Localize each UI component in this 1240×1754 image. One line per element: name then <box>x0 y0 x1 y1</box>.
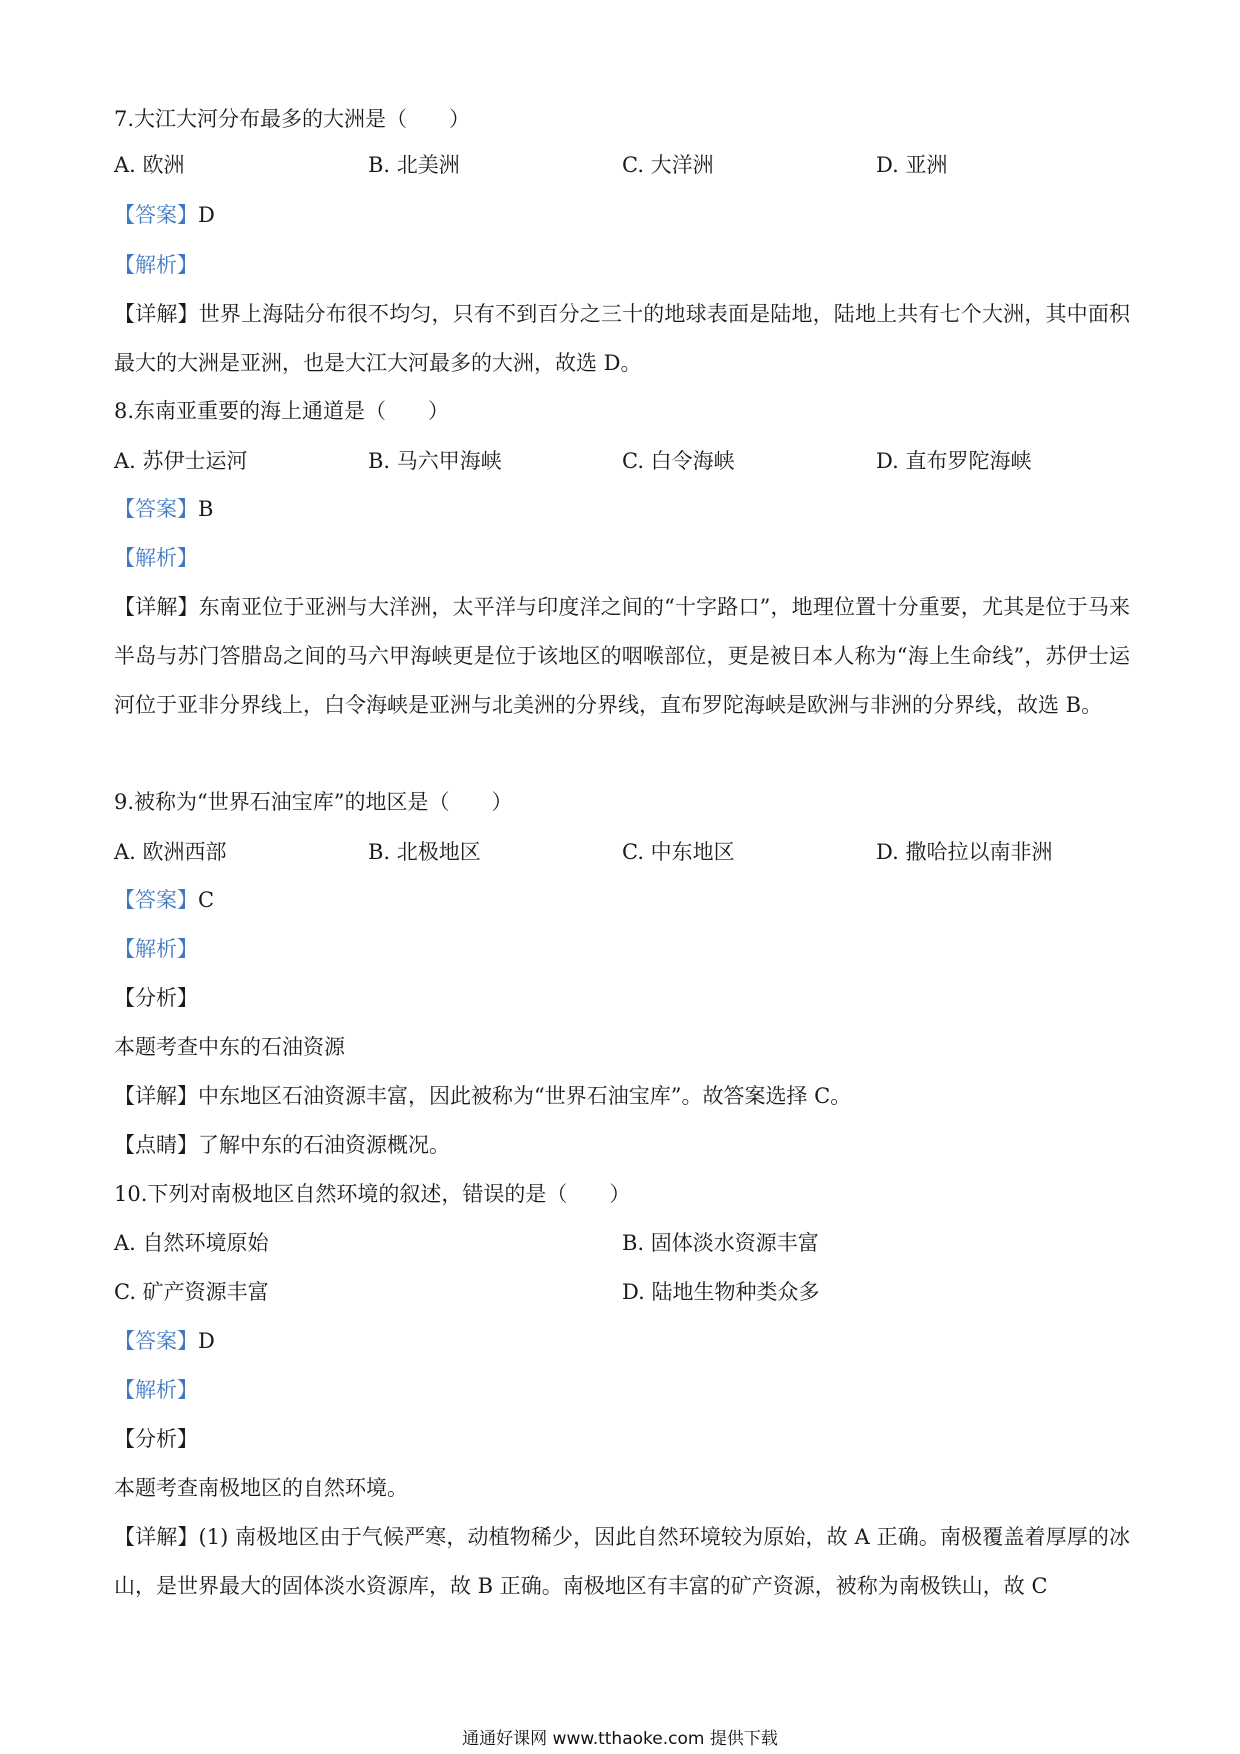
page-footer: 通通好课网 www.tthaoke.com 提供下载 <box>462 1729 778 1749</box>
q10-stem: 10.下列对南极地区自然环境的叙述，错误的是（ ） <box>114 1182 631 1206</box>
q8-answer-label: 【答案】 <box>114 497 198 521</box>
q7-option-c: C. 大洋洲 <box>622 153 714 177</box>
q7-detail-label: 【详解】 <box>114 302 199 326</box>
q9-answer-value: C <box>198 888 215 912</box>
q7-detail <box>114 290 1130 388</box>
q8-option-a: A. 苏伊士运河 <box>114 449 248 473</box>
q9-option-b: B. 北极地区 <box>368 840 481 864</box>
q9-answer-label: 【答案】 <box>114 888 198 912</box>
q7-option-a: A. 欧洲 <box>114 153 185 177</box>
q9-dianjing <box>114 1130 450 1160</box>
q8-stem: 8.东南亚重要的海上通道是（ ） <box>114 399 450 423</box>
q7-answer <box>114 200 215 230</box>
q8-option-c: C. 白令海峡 <box>622 449 735 473</box>
q10-fenxi-label: 【分析】 <box>114 1427 198 1451</box>
q9-option-c: C. 中东地区 <box>622 840 735 864</box>
q8-detail <box>114 583 1130 730</box>
q10-option-a: A. 自然环境原始 <box>114 1231 269 1255</box>
q9-answer <box>114 885 214 915</box>
q10-answer-label: 【答案】 <box>114 1329 198 1353</box>
q9-option-d: D. 撒哈拉以南非洲 <box>876 840 1053 864</box>
q10-answer-value: D <box>198 1329 215 1353</box>
q10-option-c: C. 矿产资源丰富 <box>114 1280 269 1304</box>
q10-option-d: D. 陆地生物种类众多 <box>622 1280 820 1304</box>
q10-detail-text: (1) 南极地区由于气候严寒，动植物稀少，因此自然环境较为原始，故 A 正确。南极覆盖着厚厚的冰山，是世界最大的固体淡水资源库，故 B 正确。南极地区有丰富的矿产资源，被称为南极铁山，故 C <box>114 1525 1130 1598</box>
q8-answer-value: B <box>198 497 214 521</box>
q8-analysis-label: 【解析】 <box>114 546 198 570</box>
q10-analysis-label: 【解析】 <box>114 1378 198 1402</box>
q10-detail-label: 【详解】 <box>114 1525 199 1549</box>
q8-answer <box>114 494 213 524</box>
q9-dianjing-label: 【点睛】 <box>114 1133 198 1157</box>
q9-detail <box>114 1081 851 1111</box>
q7-answer-label: 【答案】 <box>114 203 198 227</box>
q7-answer-value: D <box>198 203 215 227</box>
q7-stem: 7.大江大河分布最多的大洲是（ ） <box>114 107 471 131</box>
q7-option-d: D. 亚洲 <box>876 153 948 177</box>
q9-option-a: A. 欧洲西部 <box>114 840 227 864</box>
q10-answer <box>114 1326 215 1356</box>
q9-fenxi-label: 【分析】 <box>114 986 198 1010</box>
q10-option-b: B. 固体淡水资源丰富 <box>622 1231 819 1255</box>
q8-detail-text: 东南亚位于亚洲与大洋洲，太平洋与印度洋之间的“十字路口”，地理位置十分重要，尤其是位于马来半岛与苏门答腊岛之间的马六甲海峡更是位于该地区的咽喉部位，更是被日本人称为“海上生命线”，苏伊士运河位于亚非分界线上，白令海峡是亚洲与北美洲的分界线，直布罗陀海峡是欧洲与非洲的分界线，故选 B。 <box>114 595 1131 717</box>
q7-option-b: B. 北美洲 <box>368 153 460 177</box>
q8-option-b: B. 马六甲海峡 <box>368 449 502 473</box>
q10-detail <box>114 1513 1130 1611</box>
q9-fenxi-text: 本题考查中东的石油资源 <box>114 1035 345 1059</box>
q8-option-d: D. 直布罗陀海峡 <box>876 449 1032 473</box>
q7-detail-text: 世界上海陆分布很不均匀，只有不到百分之三十的地球表面是陆地，陆地上共有七个大洲，其中面积最大的大洲是亚洲，也是大江大河最多的大洲，故选 D。 <box>114 302 1131 375</box>
q9-dianjing-text: 了解中东的石油资源概况。 <box>198 1133 450 1157</box>
q8-detail-label: 【详解】 <box>114 595 199 619</box>
q9-detail-text: 中东地区石油资源丰富，因此被称为“世界石油宝库”。故答案选择 C。 <box>198 1084 852 1108</box>
q9-stem: 9.被称为“世界石油宝库”的地区是（ ） <box>114 790 513 814</box>
q7-analysis-label: 【解析】 <box>114 253 198 277</box>
q9-analysis-label: 【解析】 <box>114 937 198 961</box>
q10-fenxi-text: 本题考查南极地区的自然环境。 <box>114 1476 408 1500</box>
q9-detail-label: 【详解】 <box>114 1084 198 1108</box>
